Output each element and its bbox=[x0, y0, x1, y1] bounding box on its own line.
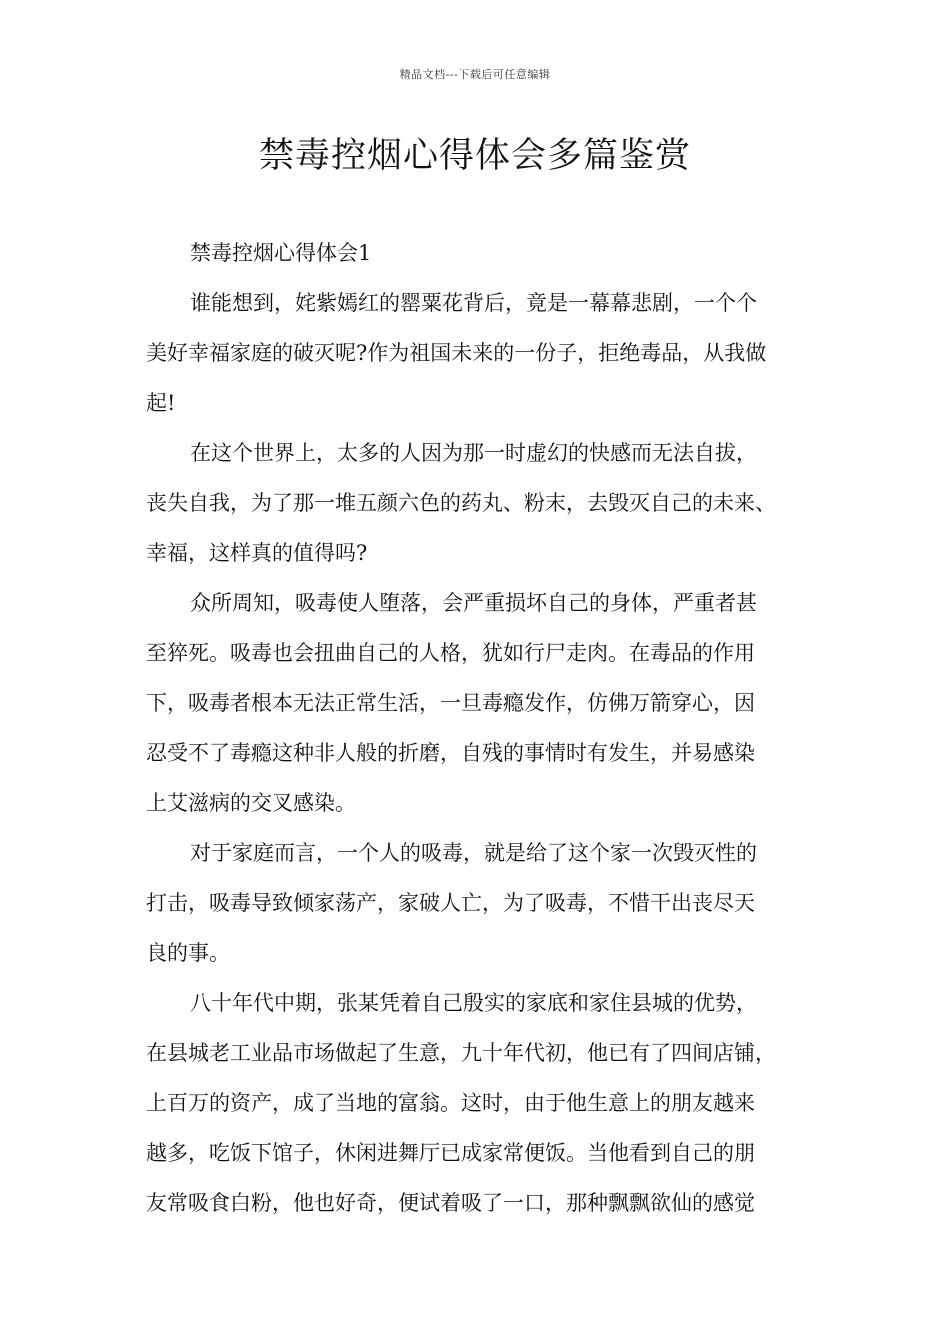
text-line: 众所周知，吸毒使人堕落，会严重损坏自己的身体，严重者甚 bbox=[190, 591, 757, 615]
text-line: 美好幸福家庭的破灭呢?作为祖国未来的一份子，拒绝毒品，从我做 bbox=[146, 341, 767, 365]
document-body bbox=[146, 228, 826, 1228]
text-line: 谁能想到，姹紫嫣红的罂粟花背后，竟是一幕幕悲剧，一个个 bbox=[190, 291, 757, 315]
text-line: 丧失自我，为了那一堆五颜六色的药丸、粉末，去毁灭自己的未来、 bbox=[146, 491, 776, 515]
text-line: 对于家庭而言，一个人的吸毒，就是给了这个家一次毁灭性的 bbox=[190, 841, 757, 865]
text-line: 在县城老工业品市场做起了生意，九十年代初，他已有了四间店铺， bbox=[146, 1041, 776, 1065]
text-line: 越多，吃饭下馆子，休闲进舞厅已成家常便饭。当他看到自己的朋 bbox=[146, 1141, 755, 1165]
text-line: 打击，吸毒导致倾家荡产，家破人亡，为了吸毒，不惜干出丧尽天 bbox=[146, 891, 755, 915]
text-line: 上艾滋病的交叉感染。 bbox=[146, 791, 356, 815]
text-line: 忍受不了毒瘾这种非人般的折磨，自残的事情时有发生，并易感染 bbox=[146, 741, 755, 765]
text-line: 下，吸毒者根本无法正常生活，一旦毒瘾发作，仿佛万箭穿心，因 bbox=[146, 691, 755, 715]
header-note: 精品文档---下载后可任意编辑 bbox=[399, 68, 551, 81]
section-heading: 禁毒控烟心得体会1 bbox=[190, 241, 372, 265]
text-line: 良的事。 bbox=[146, 941, 230, 965]
text-line: 上百万的资产，成了当地的富翁。这时，由于他生意上的朋友越来 bbox=[146, 1091, 755, 1115]
text-line: 幸福，这样真的值得吗? bbox=[146, 541, 368, 565]
text-line: 友常吸食白粉，他也好奇，便试着吸了一口，那种飘飘欲仙的感觉 bbox=[146, 1191, 755, 1215]
text-line: 至猝死。吸毒也会扭曲自己的人格，犹如行尸走肉。在毒品的作用 bbox=[146, 641, 755, 665]
document-title: 禁毒控烟心得体会多篇鉴赏 bbox=[258, 136, 691, 176]
text-line: 八十年代中期，张某凭着自己殷实的家底和家住县城的优势， bbox=[190, 991, 757, 1015]
text-line: 在这个世界上，太多的人因为那一时虚幻的快感而无法自拔， bbox=[190, 441, 757, 465]
text-line: 起! bbox=[146, 391, 176, 415]
